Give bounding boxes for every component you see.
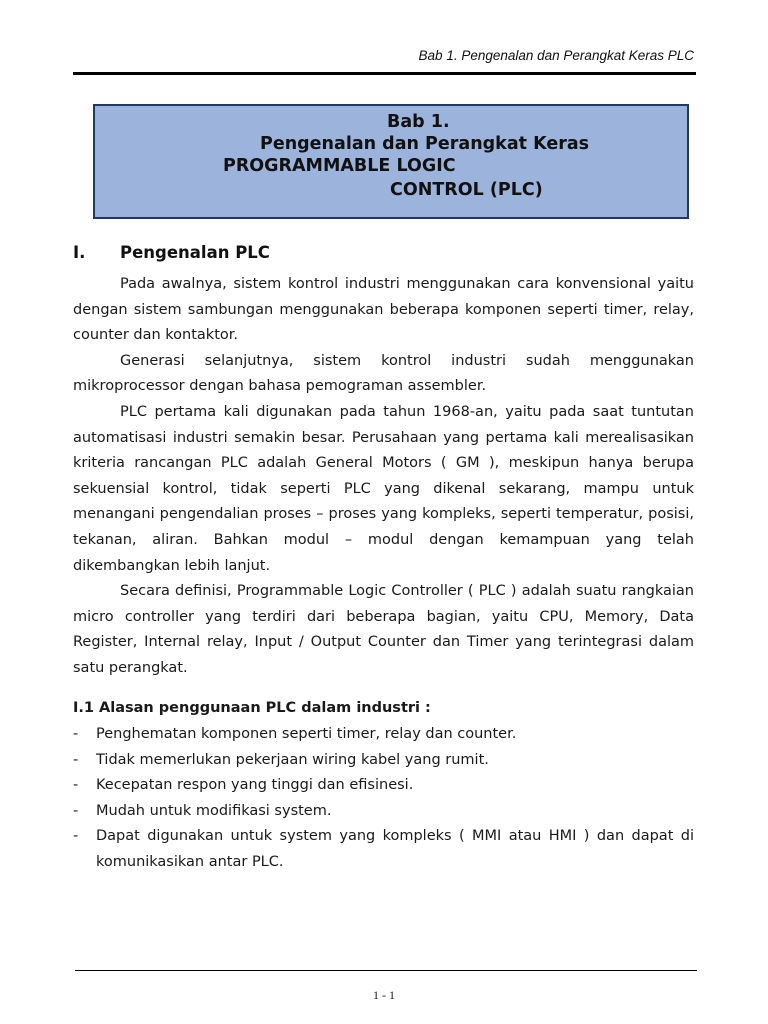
header-rule (73, 72, 696, 75)
paragraph: Secara definisi, Programmable Logic Controller ( PLC ) adalah suatu rangkaian micro controller yang terdiri dari beberapa bagian, yaitu CPU, Memory, Data Register, Internal relay, Input / Output Counter dan Timer yang terintegrasi dalam satu perangkat. (73, 583, 694, 676)
chapter-title-line-1: Pengenalan dan Perangkat Keras (260, 134, 590, 154)
list-item (73, 748, 694, 774)
list-item-text: Penghematan komponen seperti timer, relay dan counter. (96, 726, 517, 742)
list-item-text: Tidak memerlukan pekerjaan wiring kabel yang rumit. (96, 751, 489, 768)
list-item-text: Dapat digunakan untuk system yang kompleks ( MMI atau HMI ) dan dapat di komunikasikan antar PLC. (96, 828, 694, 870)
reasons-list (73, 722, 694, 876)
list-item (73, 799, 694, 825)
list-item (73, 824, 694, 875)
paragraph: PLC pertama kali digunakan pada tahun 1968-an, yaitu pada saat tuntutan automatisasi industri semakin besar. Perusahaan yang pertama kali merealisasikan kriteria rancangan PLC adalah General Motors ( GM ), meskipun hanya berupa sekuensial kontrol, tidak seperti PLC yang dikenal sekarang, mampu untuk menangani pengendalian proses – proses yang kompleks, seperti temperatur, posisi, tekanan, aliran. Bahkan modul – modul dengan kemampuan yang telah dikembangkan lebih lanjut. (73, 403, 694, 574)
bullet-dash: - (73, 726, 79, 742)
body-text (73, 272, 694, 682)
bullet-dash: - (73, 777, 79, 794)
chapter-title-box (93, 104, 689, 219)
section-title: Pengenalan PLC (120, 243, 270, 262)
bullet-dash: - (73, 828, 79, 845)
running-header: Bab 1. Pengenalan dan Perangkat Keras PLC (418, 48, 694, 63)
subsection-heading: I.1 Alasan penggunaan PLC dalam industri : (73, 700, 431, 716)
chapter-title-line-2: PROGRAMMABLE LOGIC (223, 156, 456, 176)
bullet-dash: - (73, 751, 79, 768)
paragraph: Pada awalnya, sistem kontrol industri menggunakan cara konvensional yaitu dengan sistem sambungan menggunakan beberapa komponen seperti timer, relay, counter dan kontaktor. (73, 276, 694, 344)
footer-rule (75, 970, 697, 971)
list-item-text: Mudah untuk modifikasi system. (96, 802, 332, 819)
list-item-text: Kecepatan respon yang tinggi dan efisinesi. (96, 777, 414, 794)
chapter-number: Bab 1. (387, 112, 450, 132)
page-number: 1 - 1 (373, 988, 395, 1002)
paragraph: Generasi selanjutnya, sistem kontrol industri sudah menggunakan mikroprocessor dengan bahasa pemograman assembler. (73, 352, 694, 395)
bullet-dash: - (73, 802, 79, 819)
list-item (73, 722, 694, 748)
section-number: I. (73, 243, 86, 262)
chapter-title-line-3: CONTROL (PLC) (390, 180, 543, 200)
list-item (73, 773, 694, 799)
